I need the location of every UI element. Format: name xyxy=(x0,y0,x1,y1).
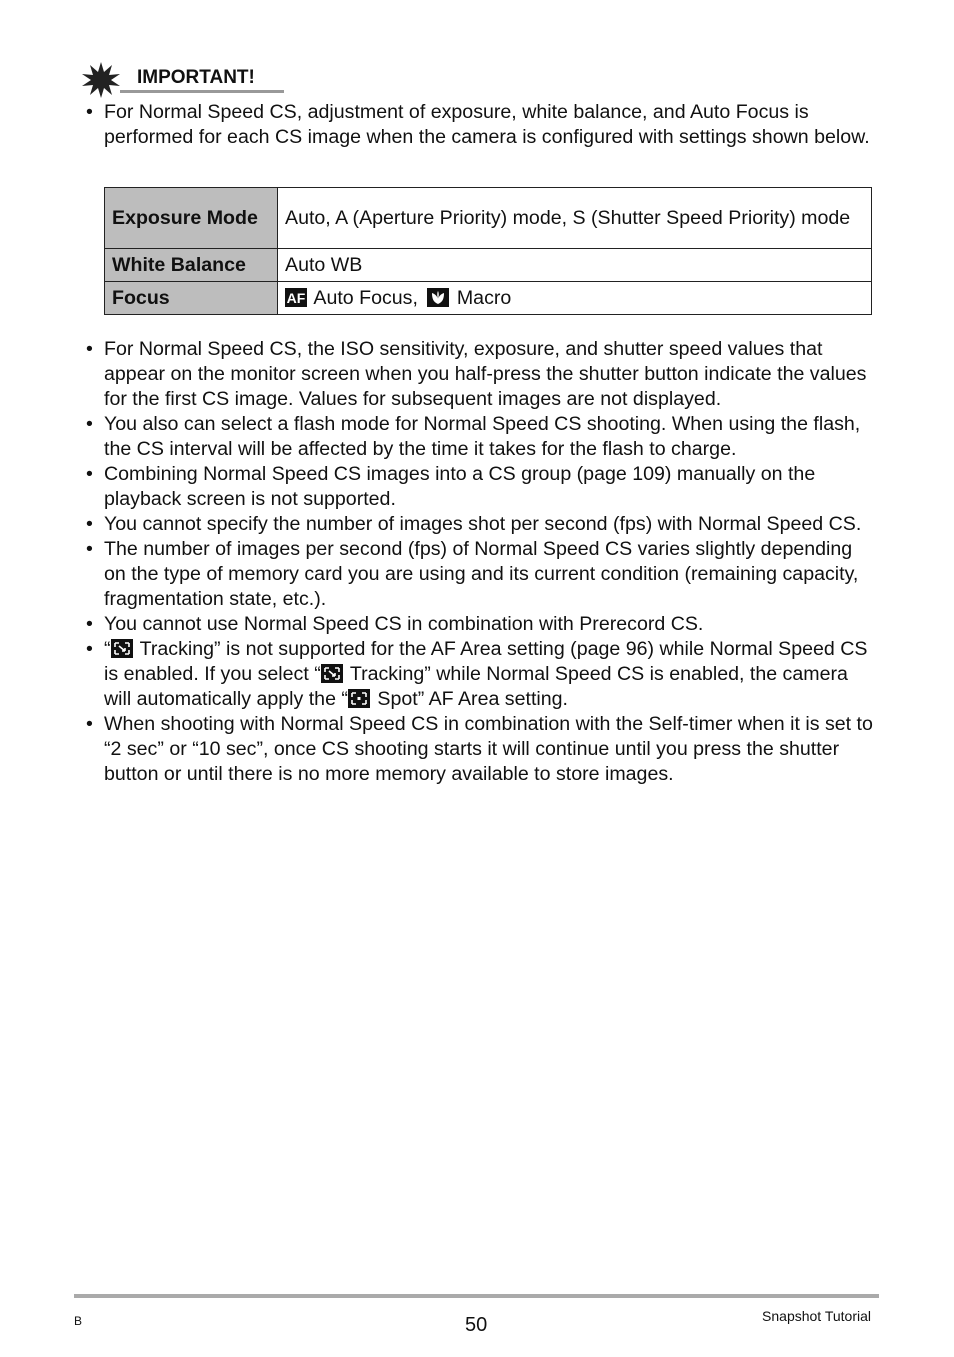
settings-table xyxy=(104,187,872,315)
bullet: • xyxy=(86,338,93,360)
list-item xyxy=(86,337,874,412)
list-item-text-part: Spot” AF Area setting. xyxy=(371,688,568,710)
burst-icon xyxy=(82,62,120,98)
bullet: • xyxy=(86,513,93,535)
list-item xyxy=(86,537,874,612)
bullet: • xyxy=(86,101,93,123)
tracking-icon xyxy=(111,639,133,658)
bullet-list-intro xyxy=(86,100,874,150)
footer-rule xyxy=(74,1294,879,1298)
footer-left-code: B xyxy=(74,1314,83,1328)
list-item-text-part: Tracking” while Normal Speed CS is enabled, the camera will automatically apply the “ xyxy=(104,663,848,710)
list-item xyxy=(86,712,874,787)
row-head-white-balance: White Balance xyxy=(105,249,278,282)
list-item-text-part: “ xyxy=(104,638,111,660)
macro-icon xyxy=(427,288,449,307)
row-value-focus xyxy=(278,282,872,315)
list-item xyxy=(86,462,874,512)
tracking-icon xyxy=(321,664,343,683)
list-item-text: You cannot specify the number of images shot per second (fps) with Normal Speed CS. xyxy=(104,513,862,535)
list-item-text: For Normal Speed CS, adjustment of exposure, white balance, and Auto Focus is performed for each CS image when the camera is configured with settings shown below. xyxy=(104,101,870,148)
row-head-focus: Focus xyxy=(105,282,278,315)
row-value-white-balance: Auto WB xyxy=(278,249,872,282)
bullet: • xyxy=(86,713,93,735)
important-rule xyxy=(120,90,284,93)
table-row xyxy=(105,188,872,249)
row-value-exposure-mode: Auto, A (Aperture Priority) mode, S (Shutter Speed Priority) mode xyxy=(278,188,872,249)
bullet: • xyxy=(86,613,93,635)
list-item xyxy=(86,612,874,637)
list-item-text: You cannot use Normal Speed CS in combination with Prerecord CS. xyxy=(104,613,704,635)
list-item-text: For Normal Speed CS, the ISO sensitivity, exposure, and shutter speed values that appear on the monitor screen when you half-press the shutter button indicate the values for the first CS image. Values for subsequent images are not displayed. xyxy=(104,338,867,410)
autofocus-label: Auto Focus, xyxy=(313,287,418,309)
list-item xyxy=(86,100,874,150)
list-item-text: The number of images per second (fps) of Normal Speed CS varies slightly depending on the type of memory card you are using and its current condition (remaining capacity, fragmentation state, etc.). xyxy=(104,538,859,610)
bullet: • xyxy=(86,413,93,435)
bullet: • xyxy=(86,638,93,660)
list-item-text: When shooting with Normal Speed CS in combination with the Self-timer when it is set to “2 sec” or “10 sec”, once CS shooting starts it will continue until you press the shutter button or until there is no more memory available to store images. xyxy=(104,713,873,785)
list-item xyxy=(86,637,874,712)
svg-text:AF: AF xyxy=(286,290,306,306)
row-head-exposure-mode: Exposure Mode xyxy=(105,188,278,249)
autofocus-icon xyxy=(285,288,307,307)
table-row xyxy=(105,282,872,315)
bullet-list-notes xyxy=(86,337,874,787)
footer-section-title: Snapshot Tutorial xyxy=(762,1308,871,1324)
important-label: IMPORTANT! xyxy=(137,67,255,88)
list-item-text-part: Tracking” is not supported for the AF Area setting (page 96) while Normal Speed CS is enabled. If you select “ xyxy=(104,638,868,685)
list-item xyxy=(86,412,874,462)
spot-icon xyxy=(348,689,370,708)
page-number: 50 xyxy=(465,1314,488,1336)
list-item-text: You also can select a flash mode for Normal Speed CS shooting. When using the flash, the CS interval will be affected by the time it takes for the flash to charge. xyxy=(104,413,861,460)
bullet: • xyxy=(86,538,93,560)
bullet: • xyxy=(86,463,93,485)
list-item-text: Combining Normal Speed CS images into a CS group (page 109) manually on the playback screen is not supported. xyxy=(104,463,816,510)
list-item xyxy=(86,512,874,537)
macro-label: Macro xyxy=(456,287,512,309)
table-row xyxy=(105,249,872,282)
